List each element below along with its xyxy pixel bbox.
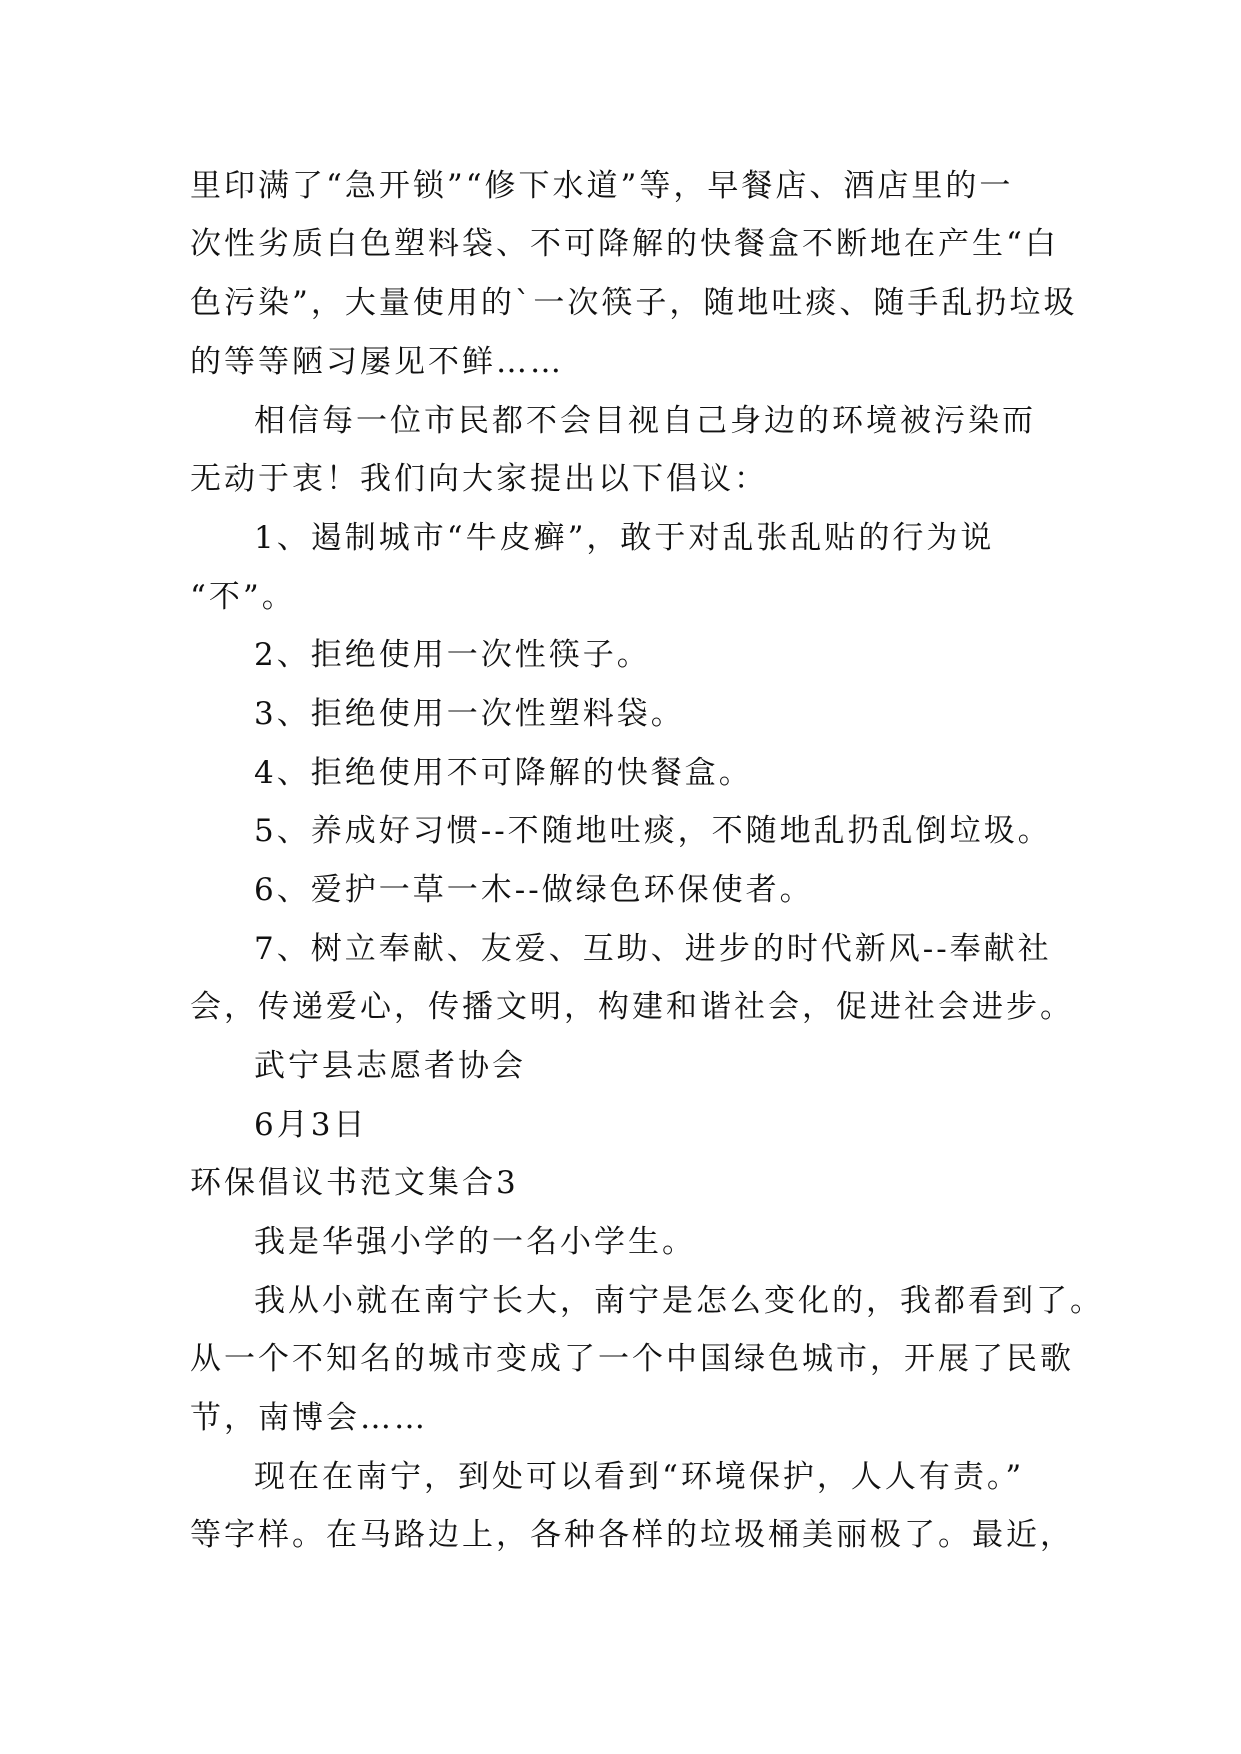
signature-org: 武宁县志愿者协会	[254, 1048, 526, 1084]
paragraph-line: 等字样。在马路边上，各种各样的垃圾桶美丽极了。最近，	[190, 1517, 1074, 1553]
paragraph-line: 现在在南宁，到处可以看到“环境保护，人人有责。”	[254, 1459, 1025, 1495]
paragraph-line: 次性劣质白色塑料袋、不可降解的快餐盒不断地在产生“白	[190, 226, 1059, 262]
section-title: 环保倡议书范文集合3	[190, 1165, 519, 1201]
paragraph-line: 节，南博会……	[190, 1400, 428, 1436]
list-item-1: 1、遏制城市“牛皮癣”，敢于对乱张乱贴的行为说	[254, 520, 995, 556]
list-item-3: 3、拒绝使用一次性塑料袋。	[254, 696, 685, 732]
signature-date: 6月3日	[254, 1107, 368, 1143]
paragraph-line: “不”。	[190, 579, 296, 615]
paragraph-line: 会，传递爱心，传播文明，构建和谐社会，促进社会进步。	[190, 989, 1074, 1025]
list-item-7: 7、树立奉献、友爱、互助、进步的时代新风--奉献社	[254, 931, 1052, 967]
list-item-4: 4、拒绝使用不可降解的快餐盒。	[254, 755, 753, 791]
list-item-6: 6、爱护一草一木--做绿色环保使者。	[254, 872, 814, 908]
paragraph-line: 我是华强小学的一名小学生。	[254, 1224, 696, 1260]
list-item-2: 2、拒绝使用一次性筷子。	[254, 637, 651, 673]
list-item-5: 5、养成好习惯--不随地吐痰，不随地乱扔乱倒垃圾。	[254, 813, 1052, 849]
paragraph-line: 色污染”，大量使用的`一次筷子，随地吐痰、随手乱扔垃圾	[190, 285, 1078, 321]
paragraph-line: 无动于衷！我们向大家提出以下倡议：	[190, 461, 768, 497]
paragraph-line: 的等等陋习屡见不鲜……	[190, 344, 564, 380]
paragraph-line: 从一个不知名的城市变成了一个中国绿色城市，开展了民歌	[190, 1341, 1074, 1377]
paragraph-line: 里印满了“急开锁”“修下水道”等，早餐店、酒店里的一	[190, 168, 1014, 204]
paragraph-line: 相信每一位市民都不会目视自己身边的环境被污染而	[254, 403, 1036, 439]
paragraph-line: 我从小就在南宁长大，南宁是怎么变化的，我都看到了。	[254, 1283, 1104, 1319]
